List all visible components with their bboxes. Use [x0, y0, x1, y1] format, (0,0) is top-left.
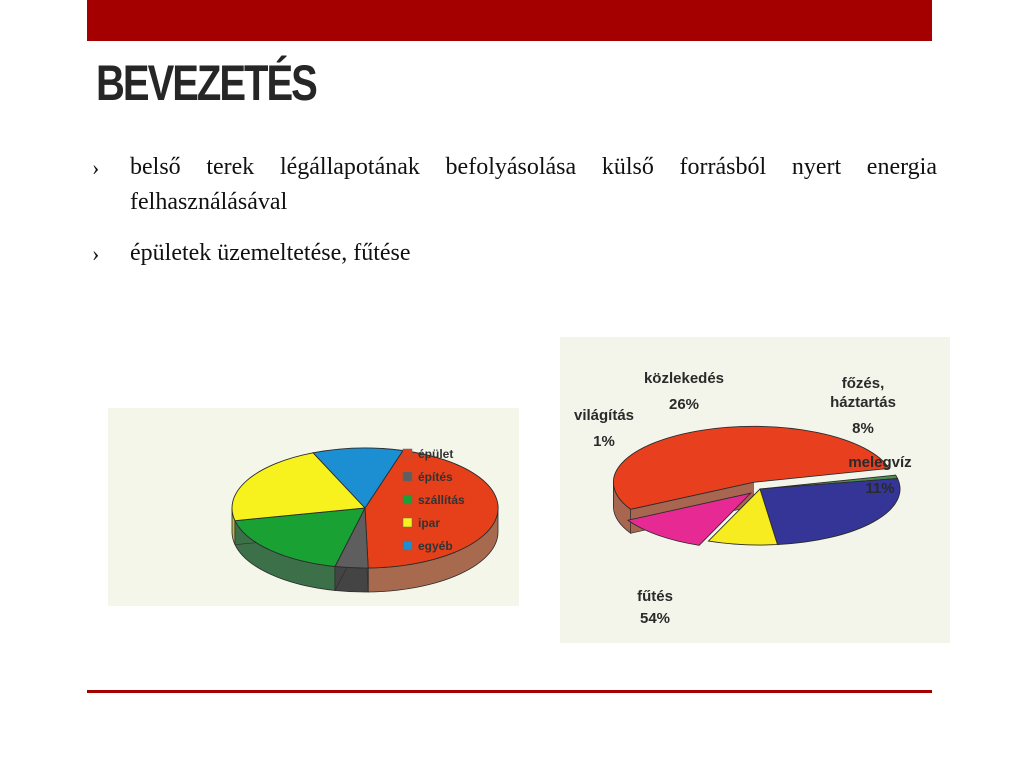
legend-swatch-1: [403, 472, 412, 481]
slide-title: BEVEZETÉS: [96, 55, 316, 111]
legend-swatch-2: [403, 495, 412, 504]
pie-label-4: melegvíz: [848, 454, 912, 471]
pie-label-0: fűtés: [637, 588, 673, 605]
energy-use-pie-svg: [108, 408, 519, 606]
legend-label-1: építés: [418, 470, 453, 484]
top-accent-bar: [87, 0, 932, 41]
bottom-rule: [87, 690, 932, 693]
pie-value-label-3: 8%: [852, 420, 874, 437]
legend-label-2: szállítás: [418, 493, 465, 507]
bullet-text: épületek üzemeltetése, fűtése: [130, 240, 411, 266]
pie-value-label-4: 11%: [865, 480, 895, 497]
pie-value-label-2: 26%: [668, 396, 700, 413]
pie-label-1: világítás: [573, 407, 635, 424]
bullet-marker-icon: ›: [92, 155, 100, 180]
bullet-text: belső terek légállapotának befolyásolása külső forrásból nyert energia felhasználásával: [130, 154, 937, 215]
energy-use-pie-chart: [108, 408, 519, 606]
pie-label-3-b: háztartás: [830, 394, 896, 411]
legend-swatch-4: [403, 541, 412, 550]
building-energy-pie-chart: [560, 337, 950, 643]
bullet-marker-icon: ›: [92, 241, 100, 266]
bullet-list: [92, 150, 937, 287]
legend-label-0: épület: [418, 447, 454, 461]
pie-label-3: főzés,: [841, 375, 885, 392]
pie-label-2: közlekedés: [643, 370, 725, 387]
pie-value-label-0: 54%: [639, 610, 671, 627]
building-energy-pie-svg: [560, 337, 950, 643]
legend-label-4: egyéb: [418, 539, 453, 553]
legend-label-3: ipar: [418, 516, 441, 530]
legend-swatch-3: [403, 518, 412, 527]
bullet-item: [92, 150, 937, 220]
bullet-item: [92, 236, 937, 271]
pie-value-label-1: 1%: [593, 433, 615, 450]
legend-swatch-0: [403, 449, 412, 458]
